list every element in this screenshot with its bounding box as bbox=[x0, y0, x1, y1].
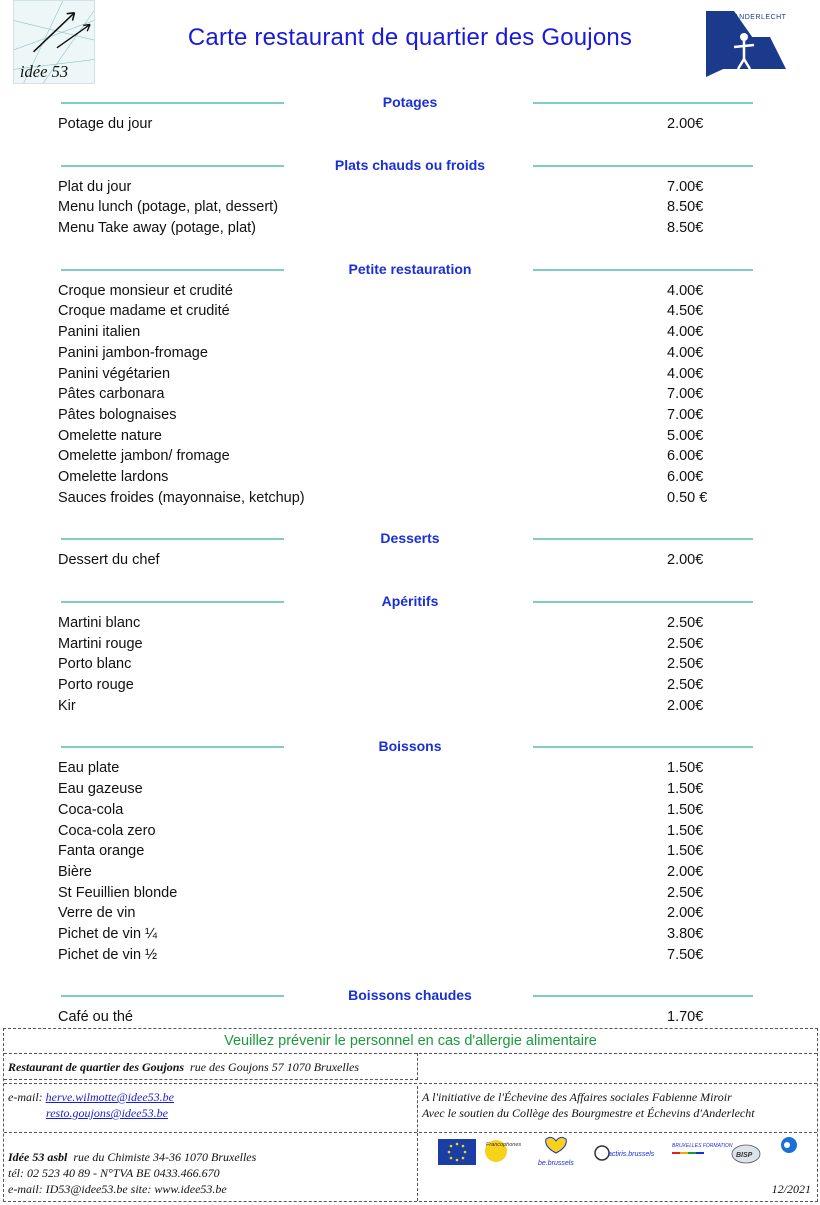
support-line: Avec le soutien du Collège des Bourgmestre et Échevins d'Anderlecht bbox=[422, 1106, 755, 1120]
item-price: 1.50€ bbox=[667, 822, 704, 839]
item-name: Coca-cola zero bbox=[58, 822, 156, 839]
item-name: Omelette nature bbox=[58, 427, 162, 444]
menu-section bbox=[0, 736, 820, 965]
item-price: 2.00€ bbox=[667, 552, 704, 569]
menu-item bbox=[0, 467, 820, 488]
section-header bbox=[0, 259, 820, 281]
section-title: Desserts bbox=[380, 530, 440, 547]
menu-item bbox=[0, 883, 820, 904]
item-name: Kir bbox=[58, 697, 76, 714]
item-price: 2.50€ bbox=[667, 615, 704, 631]
item-name: Panini italien bbox=[58, 324, 141, 341]
menu-item bbox=[0, 654, 820, 675]
menu-item bbox=[0, 114, 820, 135]
menu-item bbox=[0, 446, 820, 467]
email-block bbox=[4, 1086, 418, 1132]
item-price: 8.50€ bbox=[667, 199, 704, 216]
francophones-logo bbox=[485, 1140, 521, 1162]
menu-item bbox=[0, 322, 820, 343]
menu-item bbox=[0, 758, 820, 779]
item-price: 2.00€ bbox=[667, 905, 704, 922]
svg-text:be.brussels: be.brussels bbox=[538, 1160, 574, 1167]
item-name: Croque monsieur et crudité bbox=[58, 282, 233, 299]
item-price: 4.00€ bbox=[667, 365, 704, 382]
item-price: 4.00€ bbox=[667, 344, 704, 361]
item-price: 1.50€ bbox=[667, 760, 704, 777]
email-label: e-mail: bbox=[8, 1090, 43, 1104]
item-price: 0.50 € bbox=[667, 489, 708, 506]
section-header bbox=[0, 591, 820, 613]
item-name: Omelette jambon/ fromage bbox=[58, 448, 230, 465]
section-title: Petite restauration bbox=[348, 260, 472, 277]
item-name: Menu lunch (potage, plat, dessert) bbox=[58, 199, 279, 216]
section-header bbox=[0, 155, 820, 177]
item-price: 4.00€ bbox=[667, 324, 704, 341]
item-name: Coca-cola bbox=[58, 801, 124, 818]
item-price: 2.50€ bbox=[667, 656, 704, 673]
item-price: 7.50€ bbox=[667, 946, 704, 963]
region-logo bbox=[781, 1137, 797, 1153]
menu-section bbox=[0, 985, 820, 1028]
item-price: 1.50€ bbox=[667, 843, 704, 860]
email-link-herve[interactable]: herve.wilmotte@idee53.be bbox=[45, 1090, 174, 1104]
item-price: 7.00€ bbox=[667, 178, 704, 195]
bisp-logo bbox=[732, 1145, 760, 1163]
menu-item bbox=[0, 405, 820, 426]
actiris-logo bbox=[595, 1146, 655, 1160]
section-title: Potages bbox=[382, 94, 438, 110]
menu-item bbox=[0, 364, 820, 385]
menu-item bbox=[0, 1007, 820, 1028]
menu-item bbox=[0, 821, 820, 842]
item-price: 1.70€ bbox=[667, 1009, 704, 1026]
eu-flag-logo bbox=[438, 1139, 476, 1165]
section-header bbox=[0, 92, 820, 114]
item-price: 4.00€ bbox=[667, 282, 704, 299]
menu-item bbox=[0, 862, 820, 883]
page-title: Carte restaurant de quartier des Goujons bbox=[187, 24, 633, 51]
item-price: 2.50€ bbox=[667, 635, 704, 652]
menu-item bbox=[0, 197, 820, 218]
menu-item bbox=[0, 550, 820, 571]
item-name: Porto blanc bbox=[58, 656, 132, 673]
item-name: Panini végétarien bbox=[58, 365, 171, 382]
svg-text:BISP: BISP bbox=[736, 1152, 753, 1159]
section-header bbox=[0, 528, 820, 550]
email-link-resto[interactable]: resto.goujons@idee53.be bbox=[46, 1106, 168, 1120]
item-price: 2.50€ bbox=[667, 884, 704, 901]
item-price: 6.00€ bbox=[667, 468, 704, 485]
item-name: Omelette lardons bbox=[58, 468, 169, 485]
menu-item bbox=[0, 800, 820, 821]
org-address: rue du Chimiste 34-36 1070 Bruxelles bbox=[73, 1150, 257, 1164]
restaurant-name: Restaurant de quartier des Goujons bbox=[8, 1060, 185, 1074]
item-price: 1.50€ bbox=[667, 781, 704, 798]
menu-item bbox=[0, 945, 820, 966]
item-price: 7.00€ bbox=[667, 386, 704, 403]
org-contact: e-mail: ID53@idee53.be site: www.idee53.be bbox=[8, 1182, 227, 1196]
menu-item bbox=[0, 488, 820, 509]
section-header bbox=[0, 985, 820, 1007]
item-name: Martini rouge bbox=[58, 635, 143, 652]
menu-item bbox=[0, 613, 820, 634]
menu-item bbox=[0, 177, 820, 198]
anderlecht-logo bbox=[704, 7, 790, 79]
item-name: Dessert du chef bbox=[58, 552, 160, 569]
allergy-notice: Veuillez prévenir le personnel en cas d'allergie alimentaire bbox=[4, 1029, 817, 1054]
item-price: 3.80€ bbox=[667, 925, 704, 942]
item-name: Pichet de vin ¼ bbox=[58, 925, 158, 942]
menu-item bbox=[0, 841, 820, 862]
item-price: 1.50€ bbox=[667, 801, 704, 818]
svg-text:Francophones: Francophones bbox=[486, 1142, 522, 1148]
menu-item bbox=[0, 343, 820, 364]
bruxelles-formation-logo bbox=[672, 1143, 733, 1153]
item-name: Pichet de vin ½ bbox=[58, 946, 158, 963]
item-price: 5.00€ bbox=[667, 427, 704, 444]
sponsor-logos bbox=[434, 1135, 814, 1175]
menu-section bbox=[0, 92, 820, 135]
menu-item bbox=[0, 426, 820, 447]
section-header bbox=[0, 736, 820, 758]
item-name: Eau plate bbox=[58, 760, 120, 777]
item-price: 4.50€ bbox=[667, 303, 704, 320]
item-name: Croque madame et crudité bbox=[58, 303, 230, 320]
menu-item bbox=[0, 301, 820, 322]
menu-section bbox=[0, 591, 820, 716]
section-title: Apéritifs bbox=[381, 593, 439, 609]
item-price: 8.50€ bbox=[667, 220, 704, 237]
menu-item bbox=[0, 218, 820, 239]
divider bbox=[4, 1083, 817, 1084]
section-title: Boissons chaudes bbox=[348, 987, 472, 1004]
item-name: Verre de vin bbox=[58, 905, 136, 922]
item-name: Café ou thé bbox=[58, 1009, 133, 1026]
item-name: Menu Take away (potage, plat) bbox=[58, 220, 257, 237]
initiative-block bbox=[422, 1086, 812, 1121]
item-name: Pâtes carbonara bbox=[58, 386, 165, 403]
menu-list bbox=[0, 92, 820, 1048]
item-name: St Feuillien blonde bbox=[58, 884, 178, 901]
menu-item bbox=[0, 634, 820, 655]
initiative-line: A l'initiative de l'Échevine des Affaires sociales Fabienne Miroir bbox=[422, 1090, 732, 1104]
item-name: Sauces froides (mayonnaise, ketchup) bbox=[58, 489, 305, 506]
be-brussels-logo bbox=[538, 1137, 574, 1167]
svg-text:idée 53: idée 53 bbox=[19, 62, 69, 82]
item-price: 6.00€ bbox=[667, 448, 704, 465]
menu-item bbox=[0, 779, 820, 800]
item-name: Eau gazeuse bbox=[58, 781, 143, 798]
menu-item bbox=[0, 924, 820, 945]
item-name: Fanta orange bbox=[58, 843, 145, 860]
menu-item bbox=[0, 675, 820, 696]
item-name: Panini jambon-fromage bbox=[58, 344, 208, 361]
section-title: Plats chauds ou froids bbox=[334, 156, 486, 173]
org-phone: tél: 02 523 40 89 - N°TVA BE 0433.466.670 bbox=[8, 1166, 220, 1180]
item-name: Martini blanc bbox=[58, 615, 141, 631]
org-name: Idée 53 asbl bbox=[8, 1150, 68, 1164]
svg-text:BRUXELLES FORMATION: BRUXELLES FORMATION bbox=[672, 1143, 733, 1149]
menu-section bbox=[0, 259, 820, 509]
item-price: 2.00€ bbox=[667, 116, 704, 132]
svg-text:ANDERLECHT: ANDERLECHT bbox=[734, 14, 787, 21]
menu-item bbox=[0, 696, 820, 717]
restaurant-street: rue des Goujons 57 1070 Bruxelles bbox=[190, 1060, 360, 1074]
restaurant-address bbox=[4, 1053, 418, 1080]
svg-text:actiris.brussels: actiris.brussels bbox=[608, 1151, 655, 1158]
item-name: Bière bbox=[58, 863, 92, 880]
menu-item bbox=[0, 903, 820, 924]
item-name: Potage du jour bbox=[58, 116, 153, 132]
menu-section bbox=[0, 155, 820, 239]
item-name: Plat du jour bbox=[58, 178, 132, 195]
section-title: Boissons bbox=[378, 738, 442, 755]
item-price: 2.50€ bbox=[667, 677, 704, 694]
menu-section bbox=[0, 528, 820, 571]
item-price: 2.00€ bbox=[667, 863, 704, 880]
organisation-block bbox=[4, 1133, 418, 1201]
footer bbox=[3, 1028, 818, 1202]
menu-item bbox=[0, 384, 820, 405]
menu-item bbox=[0, 281, 820, 302]
item-name: Porto rouge bbox=[58, 677, 134, 694]
item-price: 2.00€ bbox=[667, 697, 704, 714]
item-price: 7.00€ bbox=[667, 406, 704, 423]
footer-date: 12/2021 bbox=[771, 1182, 811, 1196]
item-name: Pâtes bolognaises bbox=[58, 406, 177, 423]
